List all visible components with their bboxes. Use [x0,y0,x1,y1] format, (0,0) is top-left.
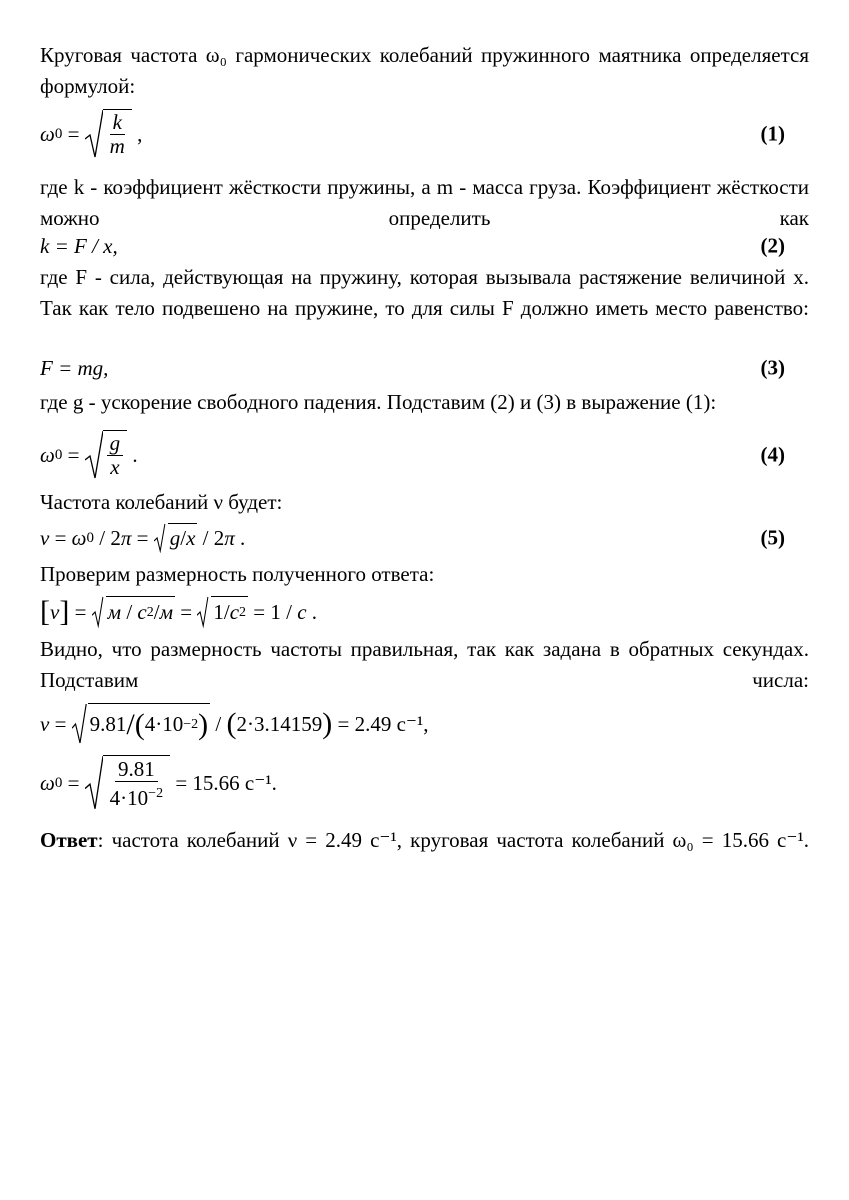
force-text: где F - сила, действующая на пружину, которая вызывала растяжение величиной x. Так как тело подвешено на пружине, то для силы F должно иметь место равенство: [40,265,809,320]
answer-text: : частота колебаний ν = 2.49 с⁻¹, круговая частота колебаний ω₀ = 15.66 с⁻¹. [97,828,809,852]
equation-4 [40,428,785,482]
calc-omega-formula: ω 0 = $\frac{9.81}{4\cdot 10^{-2}}$ = 15.66 с⁻¹. [40,756,277,810]
answer-paragraph [40,825,809,856]
equation-3 [40,350,785,386]
paragraph-force [40,262,809,324]
equation-5-number: (5) [760,525,785,550]
equation-1-formula: ω 0 = $\frac{k}{m}$ , [40,110,143,158]
equation-1-number: (1) [760,121,785,146]
check-units-text: Проверим размерность полученного ответа: [40,562,435,586]
equation-4-number: (4) [760,442,785,467]
equation-1 [40,112,785,156]
frequency-text: Частота колебаний ν будет: [40,490,283,514]
equation-2-formula: k = F / x, [40,233,118,258]
calc-omega [40,752,785,814]
paragraph-intro [40,40,809,102]
paragraph-k-definition [40,172,809,234]
units-formula: [ ν ] = м / c 2 / м = 1/ c 2 = 1 / c . [40,595,318,628]
k-definition-text: где k - коэффициент жёсткости пружины, а m - масса груза. Коэффициент жёсткости можно определить как [40,175,809,230]
equation-5-formula: ν = ω 0 / 2 π = g / x / 2 π . [40,518,245,558]
paragraph-frequency [40,487,809,518]
calc-omega-result: = 15.66 с⁻¹. [175,770,277,795]
equation-2-number: (2) [760,233,785,258]
calc-nu-formula: ν = 9.81 / ( 4·10 −2 ) / ( 2·3.14159 ) = 2.49 с⁻¹, [40,700,429,748]
calc-nu-result: = 2.49 с⁻¹, [337,711,429,736]
units-correct-text: Видно, что размерность частоты правильная, так как задана в обратных секундах. Подставим числа: [40,637,809,692]
equation-2 [40,228,785,264]
substitute-text: где g - ускорение свободного падения. Подставим (2) и (3) в выражение (1): [40,390,717,414]
intro-text: Круговая частота ω₀ гармонических колебаний пружинного маятника определяется формулой: [40,43,809,98]
equation-3-number: (3) [760,355,785,380]
equation-3-formula: F = mg, [40,355,109,380]
paragraph-check-units [40,559,809,590]
calc-nu [40,700,785,748]
paragraph-substitute [40,387,809,418]
units-equation [40,592,785,632]
answer-label: Ответ [40,828,98,852]
equation-4-formula: ω 0 = $\frac{g}{x}$ . [40,431,138,479]
equation-5 [40,518,785,558]
paragraph-units-correct [40,634,809,696]
